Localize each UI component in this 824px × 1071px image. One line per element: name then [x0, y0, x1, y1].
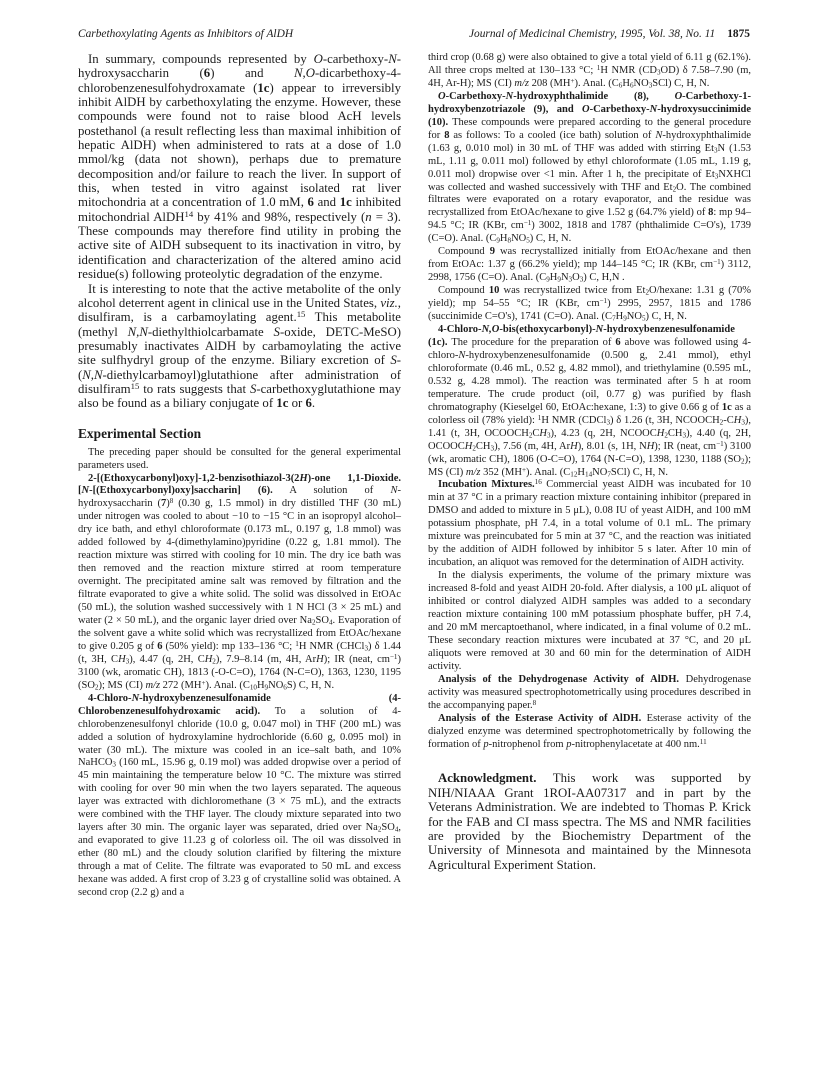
bold-italic-text: N: [649, 103, 658, 115]
text-run: ) 3100 (wk, aromatic CH), 1806 (O-C=O), 1764 (N-C=O), 1398, 1230, 1188 (SO: [428, 440, 751, 465]
text-run: -nitrophenol from: [488, 738, 567, 750]
text-run: The preceding paper should be consulted for the general experimental parameters used.: [78, 446, 401, 471]
paragraph: [428, 713, 751, 752]
text-run: These compounds were prepared according to the general procedure for: [428, 116, 751, 141]
superscript: 1: [596, 63, 601, 72]
paragraph: [428, 771, 751, 871]
bold-text: -Carbethoxy-1-hydroxybenzotriazole (9), and: [428, 90, 751, 115]
italic-text: H: [204, 653, 213, 665]
text-run: SCl) C, H, N.: [610, 466, 669, 478]
superscript: +: [201, 678, 206, 687]
paragraph: [428, 570, 751, 674]
left-column: [78, 52, 401, 900]
subscript: 8: [507, 236, 512, 245]
text-run: by 41% and 98%, respectively (: [193, 209, 366, 224]
subscript: 6: [629, 81, 634, 90]
text-run: was recrystallized twice from Et: [499, 285, 646, 297]
subscript: 9: [546, 275, 550, 284]
superscript: +: [570, 76, 575, 85]
text-run: H: [499, 233, 508, 245]
paragraph: [428, 91, 751, 246]
superscript: 1: [537, 413, 542, 422]
text-run: = 3). These compounds may therefore find utility in probing the active site of AlDH subsequent to its inactivation in vitro, by identification and characterization of the altered amino acid residue(s) following proteolytic degradation of the enzyme.: [78, 209, 401, 282]
subscript: 6: [618, 81, 623, 90]
bold-text: 6: [307, 195, 314, 210]
text-run: The procedure for the preparation of: [447, 336, 616, 348]
text-run: SO: [315, 614, 329, 626]
italic-text: H: [646, 440, 655, 452]
bold-text: 10: [488, 285, 500, 297]
paragraph: [428, 285, 751, 324]
section-heading: Experimental Section: [78, 425, 202, 441]
bold-italic-text: N,O: [481, 324, 500, 336]
paragraph: [428, 246, 751, 285]
text-run: This work was supported by NIH/NIAAA Grant 1ROI-AA07317 and in part by the Veterans Administration. We are indebted to Thomas P. Krick for the FAB and CI mass spectra. The MS and NMR facilities are provided by the Biochemistry Department of the University of Minnesota and maintained by the Minnesota Agricultural Experiment Station.: [428, 771, 751, 872]
text-run: It is interesting to note that the active metabolite of the only alcohol deterrent agent in clinical use in the United States,: [78, 281, 401, 310]
subscript: 2: [741, 457, 745, 466]
bold-text: 8: [708, 207, 714, 219]
paragraph: [78, 447, 401, 473]
italic-text: N: [655, 129, 663, 141]
text-run: ) C, H, N.: [645, 311, 687, 323]
subscript: 7: [612, 314, 616, 323]
text-run: . Evaporation of the solvent gave a white solid which was recrystallized from EtOAc/hexane to give 0.205 g of: [78, 614, 402, 652]
text-run: Commercial yeast AlDH was incubated for 10 min at 37 °C in a primary reaction mixture containing inhibitor (prepared in DMSO and added to mixture in 5 μL), 0.08 IU of yeast AlDH, and 100 mM potassium phosphate, pH 7.4, in a total volume of 0.1 mL. The primary mixture was preincubated for 5 min at 37 °C, and the reaction was initiated by the addition of AlDH followed by inhibitor 5 s later. After 10 min of incubation, an aliquot was removed for the determination of AlDH activity.: [428, 479, 751, 569]
text-run: (50% yield): mp 133–136 °C;: [162, 640, 296, 652]
text-run: ) C, H,N .: [583, 272, 625, 284]
italic-text: p: [566, 738, 572, 750]
text-run: ), 7.9–8.14 (m, 4H, Ar: [215, 653, 317, 665]
bold-text: 8: [444, 129, 450, 141]
text-run: A solution of: [272, 485, 391, 497]
text-run: (160 mL, 15.96 g, 0.19 mol) was added dropwise over a period of 45 min maintaining the temperature below 10 °C. The mixture was stirred with cooling for over 90 min when the two layers separated. The aqueous layer was extracted with dichloromethane (3 × 75 mL), and the extracts were combined with the THF layer. The cloudy mixture separated into two layers after 30 min. The organic layer was separated, dried over Na: [78, 757, 401, 834]
text-run: CH: [475, 440, 491, 452]
subscript: 3: [741, 418, 745, 427]
bold-italic-text: O: [674, 90, 683, 102]
text-run: H: [622, 77, 630, 89]
text-run: NO: [511, 233, 527, 245]
text-run: N (1.53 mL, 1.11 g, 0.011 mol) followed by ethyl chloroformate (1.05 mL, 1.19 g, 0.011 mol) dropwise over <1 min. After 1 h, the precipitate of Et: [428, 142, 751, 180]
text-run: ) C, H, N.: [529, 233, 572, 245]
subscript: 3: [714, 172, 719, 181]
bold-italic-text: N: [595, 324, 604, 336]
superscript: 15: [296, 309, 306, 320]
text-run: : mp 94–94.5 °C; IR (KBr, cm: [428, 207, 751, 232]
italic-text: S: [390, 353, 397, 368]
text-run: -(: [78, 353, 401, 382]
italic-text: H: [316, 653, 324, 665]
text-run: ) 3002, 1818 and 1787 (phthalimide C=O's), 1739 (C=O). Anal. (C: [428, 220, 751, 245]
bold-italic-text: N: [131, 692, 140, 704]
subscript: 2: [664, 431, 668, 440]
bold-text: 1c: [721, 401, 732, 413]
bold-text: 1c: [339, 195, 352, 210]
italic-text: H: [733, 414, 742, 426]
superscript: −1: [716, 439, 724, 448]
text-run: -diethylcarbamoyl)glutathione after administration of disulfiram: [78, 367, 401, 396]
text-run: -dicarbethoxy-4-chlorobenzenesulfohydroxamate (: [78, 66, 401, 95]
bold-text: 6: [157, 640, 163, 652]
subscript: 9: [557, 275, 561, 284]
italic-text: H: [656, 427, 665, 439]
superscript: 1: [295, 639, 299, 648]
text-run: N: [560, 272, 569, 284]
right-column: [428, 52, 751, 872]
text-run: In the dialysis experiments, the volume of the primary mixture was increased 8-fold and yeast AlDH 20-fold. After dialysis, a 100 μL aliquot of inhibited or control dialyzed AlDH samples was added to a secondary reaction mixture containing 100 mM potassium phosphate buffer, pH 7.4, and 20 mM mercaptoethanol, where indicated, in a final volume of 0.2 mL. These secondary reaction mixtures were incubated at 37 °C, and 20 μL aliquots were removed at 30 and 60 min for the determination of AlDH activity.: [428, 570, 751, 672]
italic-text: N: [458, 349, 466, 361]
text-run: to rats suggests that: [139, 381, 250, 396]
paragraph: [428, 52, 751, 91]
superscript: −1: [523, 219, 532, 228]
text-run: H NMR (CHCl: [298, 640, 365, 652]
superscript: −1: [389, 652, 398, 661]
journal-name: Journal of Medicinal Chemistry, 1995, Vol. 38, No. 11: [468, 28, 716, 40]
subscript: 3: [546, 431, 551, 440]
subscript: 2: [645, 288, 650, 297]
text-run: ); IR (neat, cm: [323, 653, 390, 665]
subscript: 3: [364, 644, 369, 653]
text-run: -hydroxysaccharin (: [78, 52, 401, 81]
experimental-text: [78, 447, 401, 900]
italic-text: N,N: [82, 367, 103, 382]
bold-text: -bis(ethoxycarbonyl)-: [499, 324, 596, 336]
paragraph: [78, 282, 401, 411]
text-run: CH: [667, 427, 683, 439]
discussion-text: [78, 52, 401, 411]
superscript: 14: [184, 208, 194, 219]
paragraph: [78, 52, 401, 282]
text-run: -hydroxyphthalimide (1.63 g, 0.010 mol) in 30 mL of THF was added with stirring Et: [428, 129, 751, 154]
text-run: third crop (0.68 g) were also obtained to give a total yield of 6.11 g (62.1%). All three crops melted at 130–133 °C;: [428, 52, 751, 76]
text-run: ), 8.01 (s, 1H, N: [577, 440, 647, 452]
text-run: NXHCl was collected and washed successively with THF and Et: [428, 168, 751, 193]
journal-citation: [469, 27, 750, 41]
text-run: H: [256, 679, 265, 691]
text-run: H: [549, 272, 558, 284]
text-run: ), 1.41 (t, 3H, OCOOCH: [428, 414, 751, 439]
bold-text: 9: [489, 246, 495, 258]
bold-text: 2-[(Ethoxycarbonyl)oxy]-1,2-benzisothiazol-3(2: [88, 472, 300, 484]
bold-text: -Carbethoxy-: [445, 90, 506, 102]
bold-text: -hydroxyphthalimide (8),: [513, 90, 675, 102]
bold-text: -Carbethoxy-: [589, 103, 650, 115]
italic-text: viz.: [380, 295, 398, 310]
bold-text: Incubation Mixtures.: [438, 479, 535, 491]
text-run: 272 (MH: [160, 679, 202, 691]
superscript: 15: [130, 381, 140, 391]
italic-text: N: [390, 485, 398, 497]
text-run: or: [288, 396, 306, 411]
italic-text: m/z: [514, 77, 530, 89]
text-run: NO: [268, 679, 284, 691]
subscript: 3: [682, 431, 687, 440]
text-run: -hydroxysaccharin (: [78, 485, 401, 510]
italic-text: H: [570, 440, 578, 452]
text-run: 208 (MH: [529, 77, 571, 89]
text-run: ) δ 1.26 (t, 3H, NCOOCH: [610, 414, 720, 426]
italic-text: S: [249, 381, 257, 396]
text-run: SO: [381, 822, 395, 834]
bold-text: 1c: [257, 80, 270, 95]
bold-text: -hydroxybenzenesulfonamide (4-Chlorobenzenesulfohydroxamic acid).: [78, 692, 401, 717]
text-run: -C: [723, 414, 734, 426]
subscript: 7: [607, 470, 611, 479]
text-run: ), 7.56 (m, 4H, Ar: [494, 440, 571, 452]
text-run: above was followed using 4-chloro-: [428, 336, 751, 361]
subscript: 3: [606, 418, 610, 427]
bold-text: -[(Ethoxycarbonyl)oxy]saccharin] (6).: [89, 485, 273, 497]
text-run: Compound: [438, 246, 490, 258]
paragraph: [78, 693, 401, 900]
italic-text: m/z: [145, 679, 161, 691]
text-run: ) appear to irreversibly inhibit AlDH by carbethoxylating the enzyme. However, these compounds were found not to raise blood AcH levels postethanol (a result reflecting less than maximal inhibition of hepatic AlDH) when administered to rats at a dose of 1.0 mmol/kg (data not shown), perhaps due to premature decomposition and/or failure to reach the liver. In support of this, when tested in vitro against isolated rat liver mitochondria at a concentration of 1.0 mM,: [78, 80, 401, 210]
text-run: , disulfiram, is a carbamoylating agent.: [78, 295, 401, 325]
text-run: inhibited mitochondrial AlDH: [78, 195, 401, 224]
text-run: O. The combined filtrates were evaporated on a rotary evaporator, and the residue was recrystallized from EtOAc/hexane to give 1.52 g (64.7% yield) of: [428, 181, 751, 219]
italic-text: m/z: [465, 466, 481, 478]
italic-text: H: [539, 427, 547, 439]
bold-italic-text: O: [582, 103, 590, 115]
text-run: as follows: To a cooled (ice bath) solution of: [449, 129, 656, 141]
text-run: -carbethoxy-: [322, 52, 389, 66]
bold-italic-text: N: [505, 90, 514, 102]
bold-text: 6: [615, 336, 621, 348]
subscript: 3: [125, 657, 130, 666]
page-number: 1875: [727, 28, 750, 40]
text-run: ). Anal. (C: [205, 679, 250, 691]
subscript: 2: [311, 618, 316, 627]
text-run: ). Anal. (C: [574, 77, 619, 89]
text-run: This metabolite (methyl: [78, 310, 401, 339]
text-run: ) 3112, 2998, 1756 (C=O). Anal. (C: [428, 259, 751, 284]
bold-italic-text: N: [81, 485, 90, 497]
italic-text: S: [273, 324, 280, 339]
text-run: , and evaporated to give 11.23 g of colorless oil. The oil was dissolved in ether (80 mL) and the cloudy solution clarified by filtering the mixture through a mat of Celite. The filtrate was evaporated to 50 mL and excess hexane was added. A first crop of 3.23 g of crystalline solid was obtained. A second crop (2.2 g) and a: [78, 822, 401, 898]
subscript: 10: [249, 683, 257, 692]
italic-text: H: [118, 653, 126, 665]
subscript: 6: [283, 683, 287, 692]
superscript: −1: [713, 258, 721, 267]
subscript: 2: [212, 657, 216, 666]
italic-text: N,O: [294, 66, 315, 81]
text-run: ), 4.47 (q, 2H, C: [129, 653, 205, 665]
acknowledgment: [428, 771, 751, 871]
italic-text: N,N: [127, 324, 148, 339]
text-run: SCl) C, H, N.: [652, 77, 710, 89]
text-run: O/hexane: 1.31 g (70% yield); mp 54–55 °C; IR (KBr, cm: [428, 285, 751, 310]
text-run: H: [615, 311, 624, 323]
subscript: 2: [94, 683, 99, 692]
subscript: 2: [377, 825, 382, 834]
text-run: H: [577, 466, 586, 478]
text-run: Compound: [438, 285, 489, 297]
text-run: (0.30 g, 1.5 mmol) in dry distilled THF (30 mL) under nitrogen was cooled to about −10 to −15 °C in an isopropyl alcohol–dry ice bath, and ethyl chloroformate (0.173 mL, 0.197 g, 1.8 mmol) was added followed by 4-(dimethylamino)pyridine (0.22 g, 1.81 mmol). The reaction mixture was stirred with cooling for 10 min. The dry ice bath was then removed and the reaction mixture stirred at room temperature overnight. The precipitated amine salt was removed by filtration and the filtrate evaporated to give a white solid. The solid was dissolved in EtOAc (50 mL), the solution washed successively with 1 N HCl (3 × 25 mL) and water (2 × 50 mL), and the organic layer dried over Na: [78, 498, 401, 626]
text-run: S) C, H, N.: [286, 679, 335, 691]
text-run: Esterase activity of the dialyzed enzyme was determined spectrophotometrically by following the formation of: [428, 712, 751, 750]
bold-text: 6: [305, 396, 312, 411]
subscript: 2: [472, 444, 476, 453]
bold-text: Analysis of the Dehydrogenase Activity of AlDH.: [438, 673, 680, 685]
text-run: -diethylthiolcarbamate: [147, 324, 274, 339]
text-run: Dehydrogenase activity was measured spectrophotometrically using procedures described in the accompanying paper.: [428, 673, 751, 711]
subscript: 9: [264, 683, 269, 692]
text-run: ) and: [210, 66, 295, 81]
subscript: 9: [623, 314, 627, 323]
text-run: To a solution of 4-chlorobenzenesulfonyl chloride (10.0 g, 0.047 mol) in THF (200 mL) was added a solution of hydroxylamine hydrochloride (6.60 g, 0.095 mol) in water (30 mL). The mixture was cooled in an ice–salt bath, and 10% NaHCO: [78, 705, 402, 769]
subscript: 3: [112, 761, 116, 770]
subscript: 12: [570, 470, 578, 479]
text-run: -hydroxybenzenesulfonamide (0.500 g, 2.41 mmol), ethyl chloroformate (0.46 mL, 0.52 g, 4.82 mmol), and triethylamine (0.595 mL, 0.532 g, 4.28 mmol). The reaction was terminated after 5 h at room temperature. The crude product (oil, 0.77 g) was purified by flash chromatography (Kieselgel 60, EtOAc:hexane, 1:3) to give 0.66 g of: [428, 349, 751, 413]
text-run: NO: [626, 311, 642, 323]
paragraph: [428, 674, 751, 713]
bold-italic-text: H: [299, 472, 308, 484]
superscript: 8: [532, 698, 537, 707]
paragraph: [78, 473, 401, 693]
text-run: ); MS (CI): [98, 679, 146, 691]
bold-text: 4-Chloro-: [438, 324, 482, 336]
text-run: H NMR (CDCl: [541, 414, 607, 426]
italic-text: n: [365, 209, 372, 224]
text-run: 352 (MH: [480, 466, 522, 478]
text-run: -oxide, DETC-MeSO) presumably inactivates AlDH by carbamoylating the active site sulfhydryl group of the enzyme. Biliary excretion of: [78, 324, 401, 368]
text-run: ) 3100 (wk, aromatic CH), 1813 (-O-C=O), 1764 (N-C=O), 1363, 1230, 1195 (SO: [78, 653, 401, 691]
italic-text: p: [483, 738, 489, 750]
subscript: 2: [672, 185, 677, 194]
text-run: OD) δ 7.58–7.90 (m, 4H, Ar-H); MS (CI): [428, 64, 751, 89]
text-run: ) δ 1.44 (t, 3H, C: [78, 640, 401, 665]
subscript: 3: [490, 444, 495, 453]
running-title: Carbethoxylating Agents as Inhibitors of AlDH: [78, 28, 294, 40]
subscript: 3: [656, 68, 661, 77]
text-run: O: [572, 272, 580, 284]
subscript: 3: [648, 81, 653, 90]
text-run: -carbethoxyglutathione may also be found as a biliary conjugate of: [78, 381, 401, 411]
subscript: 4: [328, 618, 333, 627]
superscript: 16: [534, 478, 542, 487]
bold-text: 1c: [276, 396, 289, 411]
superscript: −1: [599, 296, 608, 305]
superscript: 8: [169, 497, 174, 506]
subscript: 3: [713, 146, 718, 155]
subscript: 2: [719, 418, 724, 427]
subscript: 4: [394, 825, 399, 834]
text-run: NO: [592, 466, 608, 478]
text-run: ): [166, 498, 170, 510]
bold-text: 4-Chloro-: [88, 692, 132, 704]
text-run: ); IR (neat, cm: [654, 440, 717, 452]
text-run: ) 2995, 2957, 1815 and 1786 (succinimide C=O's), 1741 (C=O). Anal. (C: [428, 298, 751, 323]
bold-text: 6: [203, 66, 211, 81]
text-run: NO: [633, 77, 649, 89]
experimental-text-continued: [428, 52, 751, 751]
superscript: 11: [699, 737, 707, 746]
text-run: C: [532, 427, 540, 439]
text-run: ); MS (CI): [428, 453, 751, 478]
bold-text: Acknowledgment.: [438, 771, 537, 786]
bold-text: )-one 1,1-Dioxide. [: [78, 472, 401, 497]
text-run: ), 4.40 (q, 2H, OCOOC: [428, 427, 751, 452]
text-run: -nitrophenylacetate at 400 nm.: [571, 738, 700, 750]
text-run: ), 4.23 (q, 2H, NCOOC: [550, 427, 657, 439]
text-run: H NMR (CD: [600, 64, 657, 76]
subscript: 5: [526, 236, 530, 245]
paragraph: [428, 324, 751, 479]
italic-text: O: [313, 52, 323, 66]
text-run: as a colorless oil (78% yield):: [428, 401, 751, 426]
italic-text: N: [388, 52, 397, 66]
subscript: 2: [528, 431, 533, 440]
subscript: 9: [496, 236, 500, 245]
subscript: 3: [568, 275, 573, 284]
bold-text: Analysis of the Esterase Activity of AlDH.: [438, 712, 642, 724]
text-run: and: [313, 195, 340, 210]
text-run: In summary, compounds represented by: [88, 52, 314, 66]
bold-text: -hydroxybenzenesulfonamide (1c).: [428, 324, 735, 348]
superscript: +: [521, 465, 526, 474]
italic-text: H: [464, 440, 473, 452]
subscript: 5: [641, 314, 646, 323]
bold-italic-text: O: [438, 90, 446, 102]
bold-text: 7: [161, 498, 167, 510]
subscript: 3: [579, 275, 584, 284]
bold-text: -hydroxysuccinimide (10).: [428, 103, 751, 128]
paragraph: [428, 479, 751, 570]
running-head: [78, 27, 750, 41]
subscript: 14: [585, 470, 593, 479]
text-run: .: [311, 396, 316, 411]
text-run: ). Anal. (C: [525, 466, 571, 478]
text-run: was recrystallized initially from EtOAc/hexane and then from EtOAc: 1.37 g (66.2% yield); mp 144–145 °C; IR (KBr, cm: [428, 246, 752, 271]
